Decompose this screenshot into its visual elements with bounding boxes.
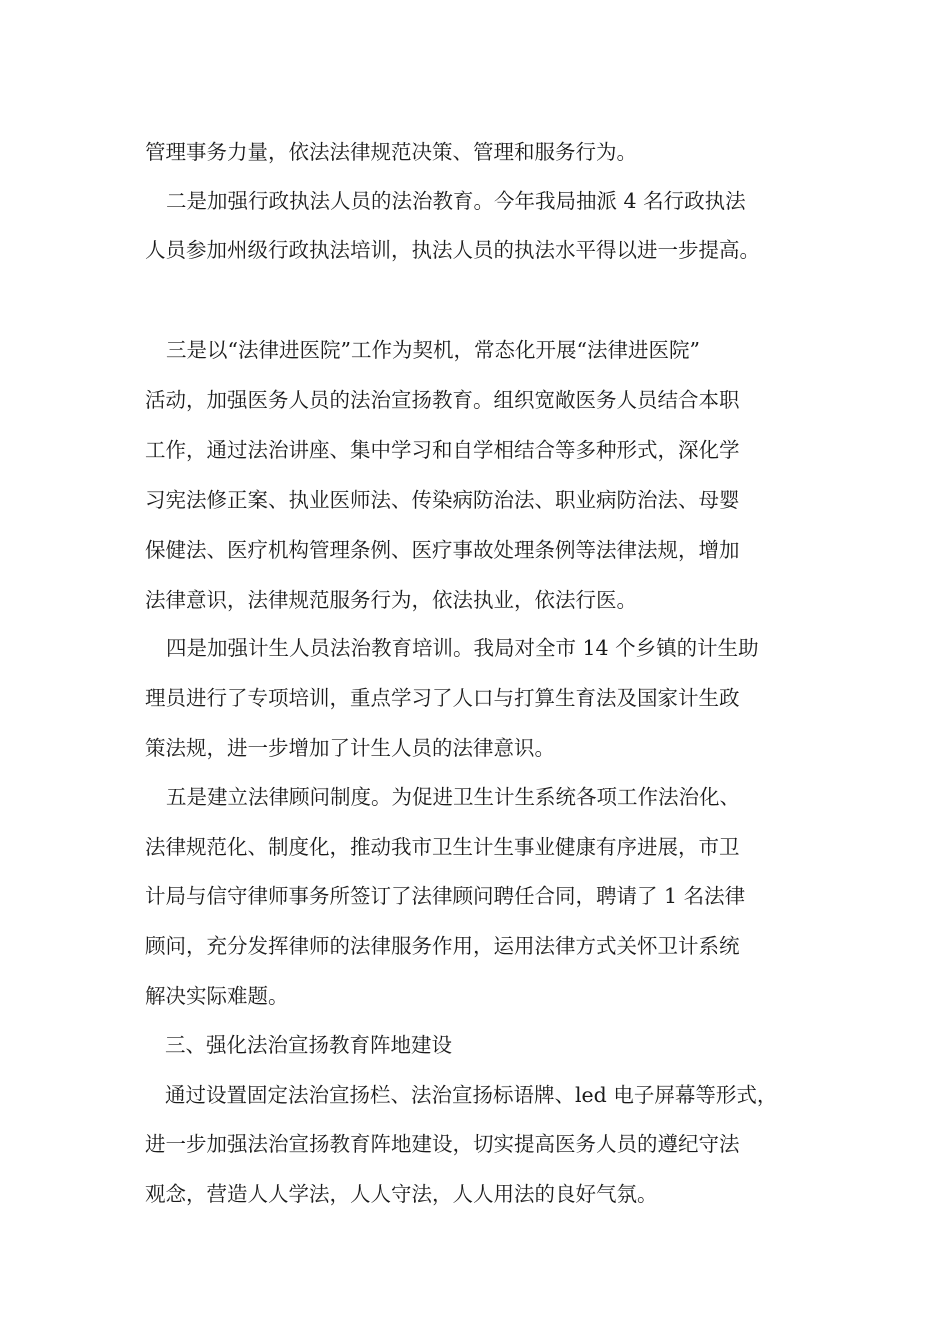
text-line: 法律规范化、制度化，推动我市卫生计生事业健康有序进展，市卫: [145, 835, 740, 859]
text-line: 习宪法修正案、执业医师法、传染病防治法、职业病防治法、母婴: [145, 488, 740, 512]
text-line: 人员参加州级行政执法培训，执法人员的执法水平得以进一步提高。: [145, 238, 760, 262]
text-line: 管理事务力量，依法法律规范决策、管理和服务行为。: [145, 140, 637, 164]
text-line: 五是建立法律顾问制度。为促进卫生计生系统各项工作法治化、: [166, 785, 740, 809]
text-line: 活动，加强医务人员的法治宣扬教育。组织宽敞医务人员结合本职: [145, 388, 740, 412]
text-line: 理员进行了专项培训，重点学习了人口与打算生育法及国家计生政: [145, 686, 740, 710]
text-line: 二是加强行政执法人员的法治教育。今年我局抽派 4 名行政执法: [166, 189, 746, 213]
text-line: 工作，通过法治讲座、集中学习和自学相结合等多种形式，深化学: [145, 438, 740, 462]
text-line: 解决实际难题。: [145, 984, 289, 1008]
text-line: 顾问，充分发挥律师的法律服务作用，运用法律方式关怀卫计系统: [145, 934, 740, 958]
text-line: 四是加强计生人员法治教育培训。我局对全市 14 个乡镇的计生助: [166, 636, 759, 660]
text-line: 三是以“法律进医院”工作为契机，常态化开展“法律进医院”: [166, 338, 700, 362]
text-line: 通过设置固定法治宣扬栏、法治宣扬标语牌、led 电子屏幕等形式，: [165, 1083, 778, 1107]
text-line: 法律意识，法律规范服务行为，依法执业，依法行医。: [145, 588, 637, 612]
text-line: 策法规，进一步增加了计生人员的法律意识。: [145, 736, 555, 760]
text-line: 计局与信守律师事务所签订了法律顾问聘任合同，聘请了 1 名法律: [145, 884, 746, 908]
text-line: 进一步加强法治宣扬教育阵地建设，切实提高医务人员的遵纪守法: [145, 1132, 740, 1156]
section-heading: 三、强化法治宣扬教育阵地建设: [165, 1033, 452, 1057]
text-line: 保健法、医疗机构管理条例、医疗事故处理条例等法律法规，增加: [145, 538, 740, 562]
text-line: 观念，营造人人学法，人人守法，人人用法的良好气氛。: [145, 1182, 658, 1206]
